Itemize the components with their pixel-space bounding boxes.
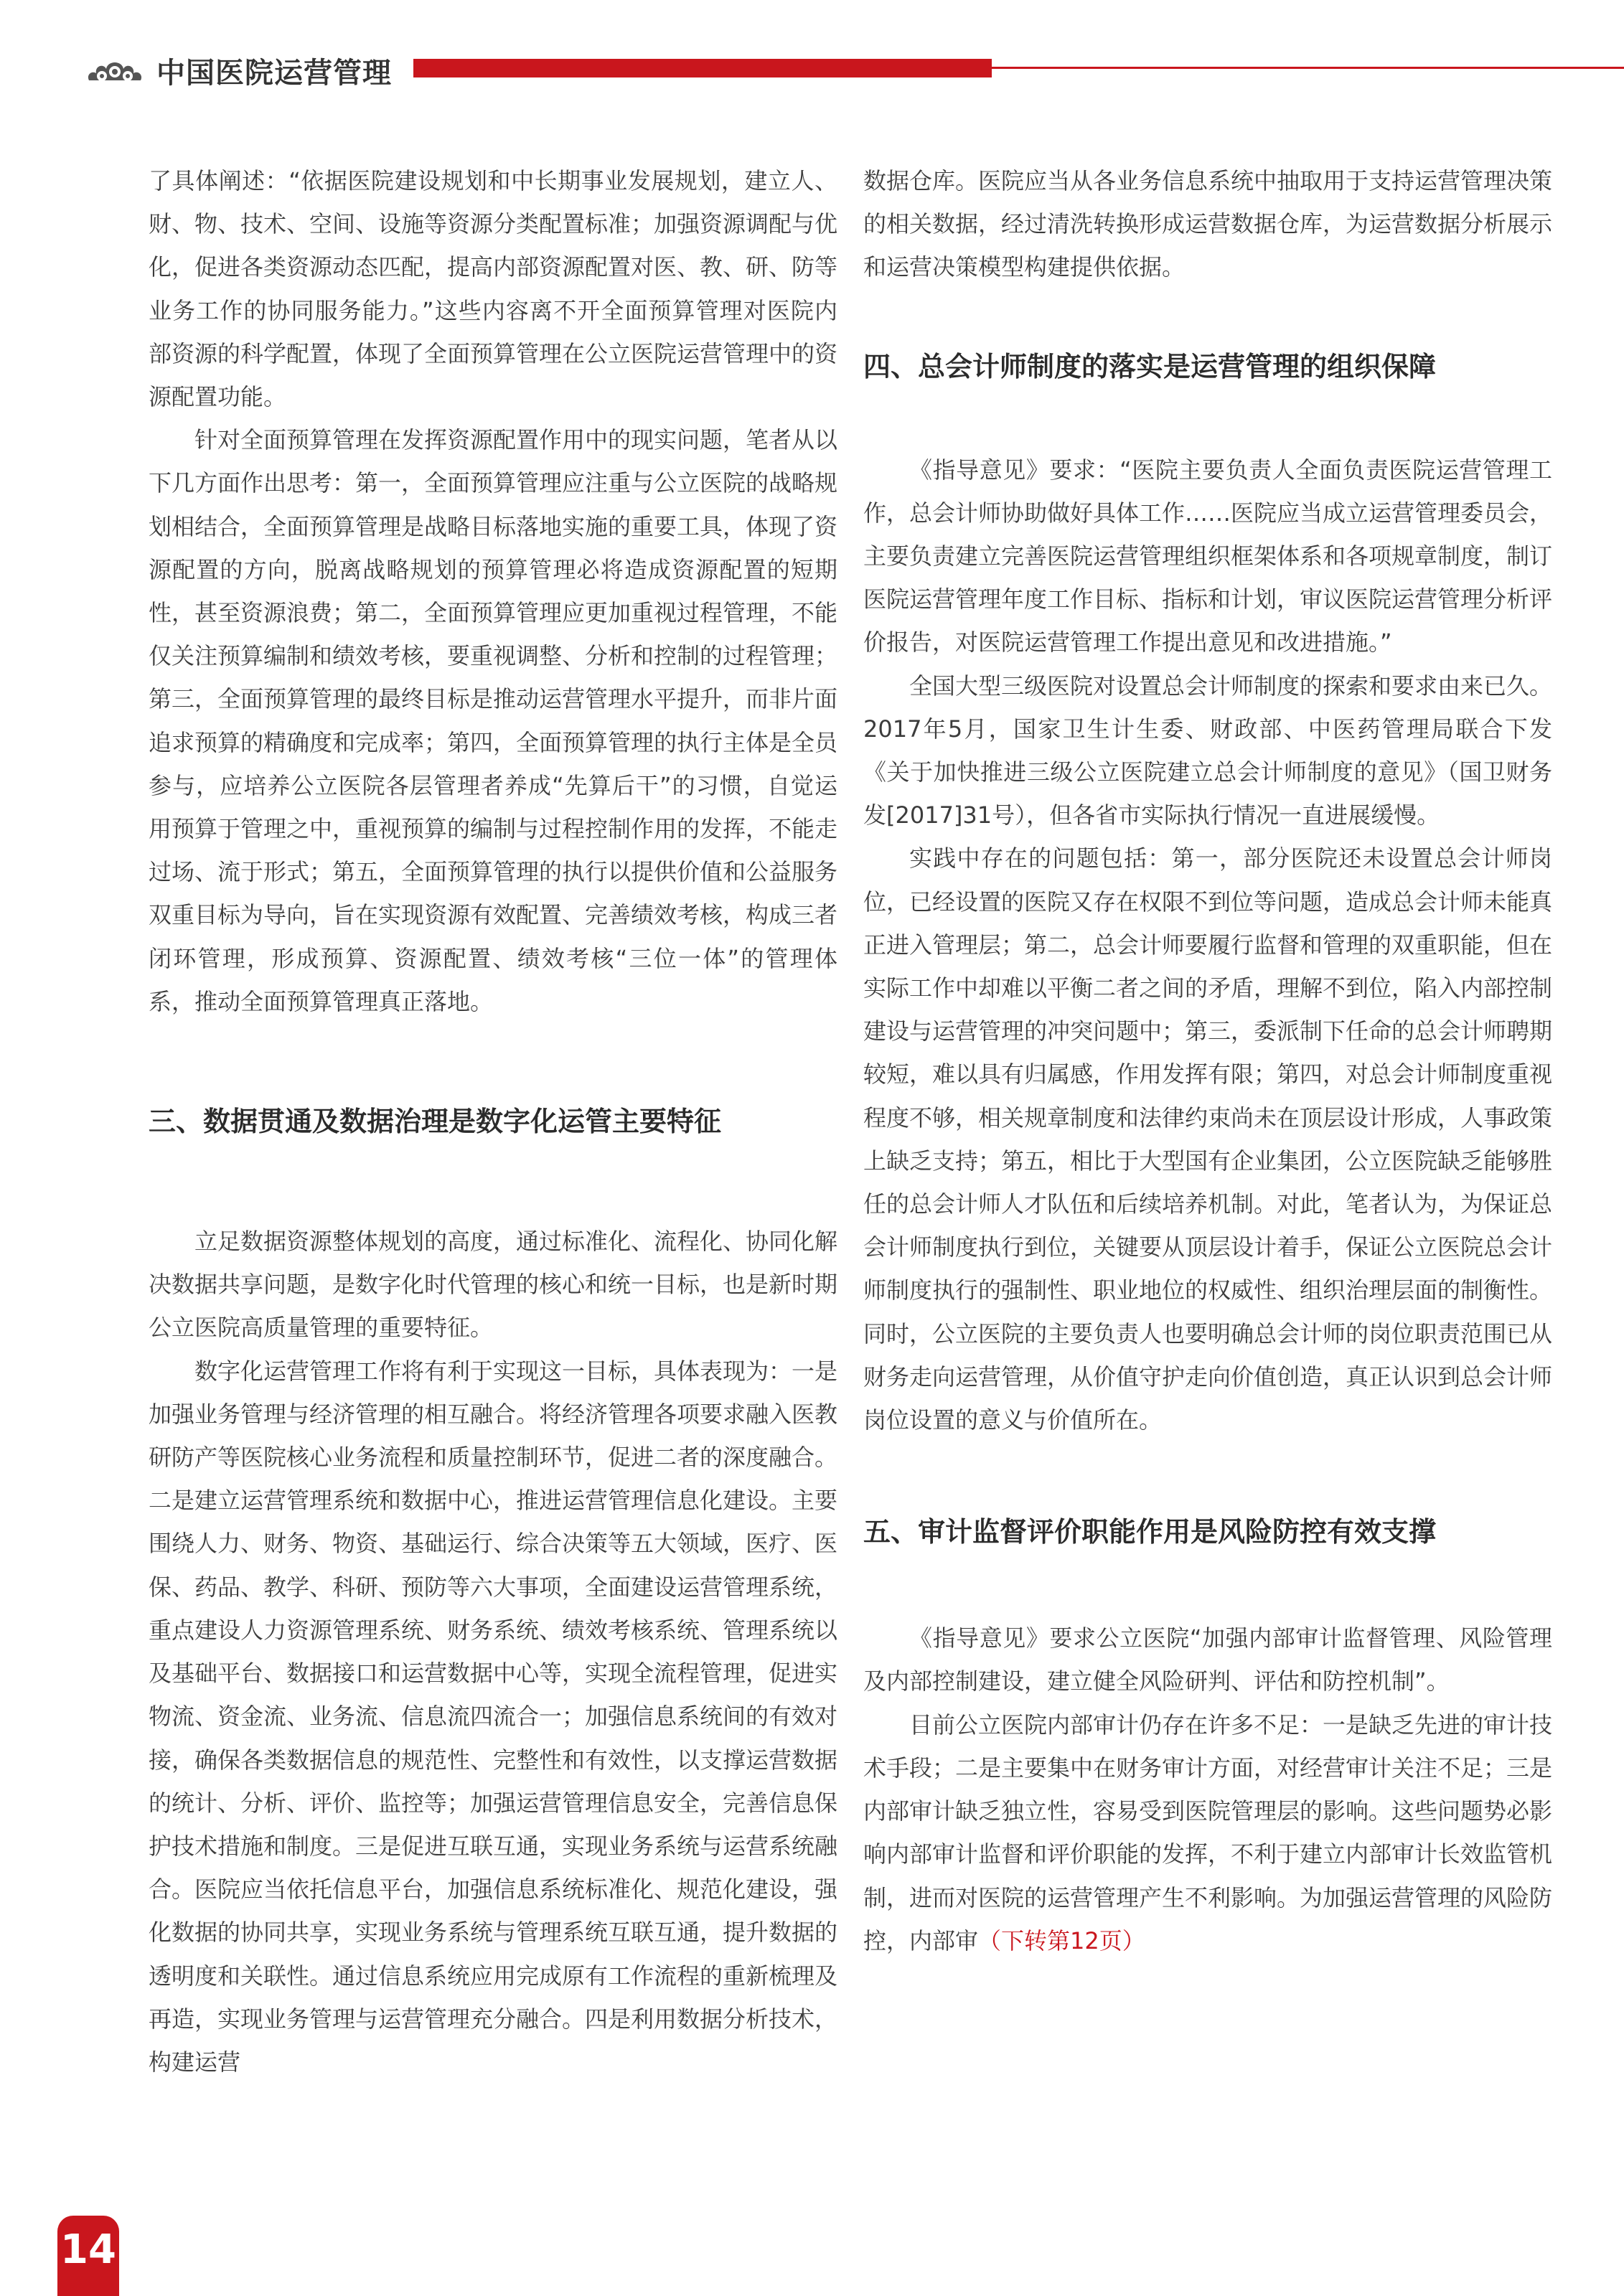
left-paragraph-2: 针对全面预算管理在发挥资源配置作用中的现实问题，笔者从以下几方面作出思考：第一，全面预算管理应注重与公立医院的战略规划相结合，全面预算管理是战略目标落地实施的重要工具，体现了资源配置的方向，脱离战略规划的预算管理必将造成资源配置的短期性，甚至资源浪费；第二，全面预算管理应更加重视过程管理，不能仅关注预算编制和绩效考核，要重视调整、分析和控制的过程管理；第三，全面预算管理的最终目标是推动运营管理水平提升，而非片面追求预算的精确度和完成率；第四，全面预算管理的执行主体是全员参与，应培养公立医院各层管理者养成“先算后干”的习惯，自觉运用预算于管理之中，重视预算的编制与过程控制作用的发挥，不能走过场、流于形式；第五，全面预算管理的执行以提供价值和公益服务双重目标为导向，旨在实现资源有效配置、完善绩效考核，构成三者闭环管理，形成预算、资源配置、绩效考核“三位一体”的管理体系，推动全面预算管理真正落地。 [149,426,838,1015]
left-paragraph-1: 了具体阐述：“依据医院建设规划和中长期事业发展规划，建立人、财、物、技术、空间、设施等资源分类配置标准；加强资源调配与优化，促进各类资源动态匹配，提高内部资源配置对医、教、研、防等业务工作的协同服务能力。”这些内容离不开全面预算管理对医院内部资源的科学配置，体现了全面预算管理在公立医院运营管理中的资源配置功能。 [149,167,838,411]
section-heading-3: 三、数据贯通及数据治理是数字化运管主要特征 [149,1106,722,1138]
journal-title: 中国医院运营管理 [156,57,392,90]
section-heading-5: 五、审计监督评价职能作用是风险防控有效支撑 [863,1516,1437,1548]
left-paragraph-3: 立足数据资源整体规划的高度，通过标准化、流程化、协同化解决数据共享问题，是数字化时代管理的核心和统一目标，也是新时期公立医院高质量管理的重要特征。 [149,1228,838,1342]
right-paragraph-4: 实践中存在的问题包括：第一，部分医院还未设置总会计师岗位，已经设置的医院又存在权限不到位等问题，造成总会计师未能真正进入管理层；第二，总会计师要履行监督和管理的双重职能，但在实际工作中却难以平衡二者之间的矛盾，理解不到位，陷入内部控制建设与运营管理的冲突问题中；第三，委派制下任命的总会计师聘期较短，难以具有归属感，作用发挥有限；第四，对总会计师制度重视程度不够，相关规章制度和法律约束尚未在顶层设计形成，人事政策上缺乏支持；第五，相比于大型国有企业集团，公立医院缺乏能够胜任的总会计师人才队伍和后续培养机制。对此，笔者认为，为保证总会计师制度执行到位，关键要从顶层设计着手，保证公立医院总会计师制度执行的强制性、职业地位的权威性、组织治理层面的制衡性。同时，公立医院的主要负责人也要明确总会计师的岗位职责范围已从财务走向运营管理，从价值守护走向价值创造，真正认识到总会计师岗位设置的意义与价值所在。 [863,844,1553,1434]
right-paragraph-6-text: 目前公立医院内部审计仍存在许多不足：一是缺乏先进的审计技术手段；二是主要集中在财务审计方面，对经营审计关注不足；三是内部审计缺乏独立性，容易受到医院管理层的影响。这些问题势必影响内部审计监督和评价职能的发挥，不利于建立内部审计长效监管机制，进而对医院的运营管理产生不利影响。为加强运营管理的风险防控，内部审 [863,1711,1553,1954]
right-paragraph-2: 《指导意见》要求：“医院主要负责人全面负责医院运营管理工作，总会计师协助做好具体工作……医院应当成立运营管理委员会，主要负责建立完善医院运营管理组织框架体系和各项规章制度，制订医院运营管理年度工作目标、指标和计划，审议医院运营管理分析评价报告，对医院运营管理工作提出意见和改进措施。” [863,456,1553,657]
page-number: 14 [60,2226,116,2273]
right-column [863,159,1552,1962]
header-accent-bar [413,59,992,77]
page-number-badge [57,2216,119,2296]
left-column [149,159,837,2084]
header-accent-line [992,67,1624,69]
right-paragraph-5: 《指导意见》要求公立医院“加强内部审计监督管理、风险管理及内部控制建设，建立健全风险研判、评估和防控机制”。 [863,1624,1552,1695]
right-paragraph-1: 数据仓库。医院应当从各业务信息系统中抽取用于支持运营管理决策的相关数据，经过清洗转换形成运营数据仓库，为运营数据分析展示和运营决策模型构建提供依据。 [863,167,1553,281]
right-paragraph-6 [863,1703,1552,1962]
section-heading-4: 四、总会计师制度的落实是运营管理的组织保障 [863,350,1437,382]
continued-on-note: （下转第12页） [978,1926,1145,1954]
auspicious-cloud-icon [85,55,145,86]
left-paragraph-4: 数字化运营管理工作将有利于实现这一目标，具体表现为：一是加强业务管理与经济管理的相互融合。将经济管理各项要求融入医教研防产等医院核心业务流程和质量控制环节，促进二者的深度融合。二是建立运营管理系统和数据中心，推进运营管理信息化建设。主要围绕人力、财务、物资、基础运行、综合决策等五大领域，医疗、医保、药品、教学、科研、预防等六大事项，全面建设运营管理系统，重点建设人力资源管理系统、财务系统、绩效考核系统、管理系统以及基础平台、数据接口和运营数据中心等，实现全流程管理，促进实物流、资金流、业务流、信息流四流合一；加强信息系统间的有效对接，确保各类数据信息的规范性、完整性和有效性，以支撑运营数据的统计、分析、评价、监控等；加强运营管理信息安全，完善信息保护技术措施和制度。三是促进互联互通，实现业务系统与运营系统融合。医院应当依托信息平台，加强信息系统标准化、规范化建设，强化数据的协同共享，实现业务系统与管理系统互联互通，提升数据的透明度和关联性。通过信息系统应用完成原有工作流程的重新梳理及再造，实现业务管理与运营管理充分融合。四是利用数据分析技术，构建运营 [149,1357,838,2076]
right-paragraph-3: 全国大型三级医院对设置总会计师制度的探索和要求由来已久。2017年5月，国家卫生计生委、财政部、中医药管理局联合下发《关于加快推进三级公立医院建立总会计师制度的意见》（国卫财务发[2017]31号），但各省市实际执行情况一直进展缓慢。 [863,672,1553,829]
